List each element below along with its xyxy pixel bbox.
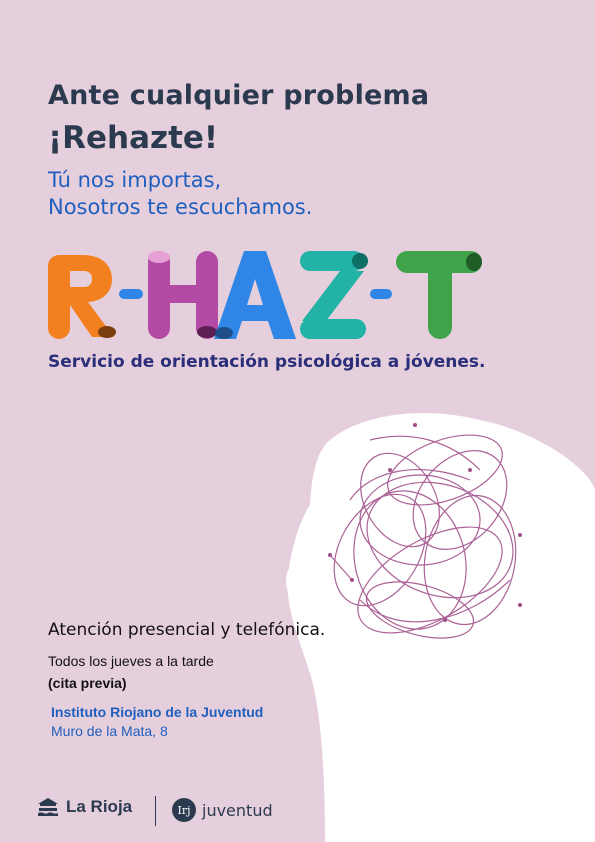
la-rioja-text: La Rioja bbox=[66, 797, 133, 816]
tagline-line1: Tú nos importas, bbox=[48, 168, 222, 192]
appointment-text: (cita previa) bbox=[48, 675, 127, 691]
tagline-line2: Nosotros te escuchamos. bbox=[48, 195, 313, 219]
logo-letter-h bbox=[148, 251, 218, 339]
website-link[interactable]: www.irj.es bbox=[489, 803, 568, 820]
footer-divider bbox=[155, 796, 156, 826]
la-rioja-logo bbox=[36, 796, 132, 818]
rehazte-heading: ¡Rehazte! bbox=[48, 120, 219, 156]
logo-letter-r bbox=[48, 255, 116, 339]
logo-dash-1 bbox=[119, 289, 143, 299]
juventud-text: juventud bbox=[202, 800, 273, 820]
rhazt-logo bbox=[44, 247, 489, 342]
attention-text: Atención presencial y telefónica. bbox=[48, 620, 326, 640]
institution-name: Instituto Riojano de la Juventud bbox=[51, 704, 264, 720]
service-description: Servicio de orientación psicológica a jóvenes. bbox=[48, 352, 486, 372]
logo-letter-z bbox=[300, 251, 368, 339]
logo-dash-2 bbox=[370, 289, 392, 299]
logo-letter-a bbox=[214, 251, 296, 339]
schedule-text: Todos los jueves a la tarde bbox=[48, 653, 214, 669]
headline: Ante cualquier problema bbox=[48, 80, 430, 111]
logo-letter-t bbox=[396, 251, 482, 339]
la-rioja-crest-icon bbox=[36, 796, 60, 818]
irj-juventud-logo bbox=[172, 798, 273, 822]
address-text: Muro de la Mata, 8 bbox=[51, 723, 168, 739]
ear-shape bbox=[286, 560, 302, 605]
irj-badge-icon: Irj bbox=[172, 798, 196, 822]
